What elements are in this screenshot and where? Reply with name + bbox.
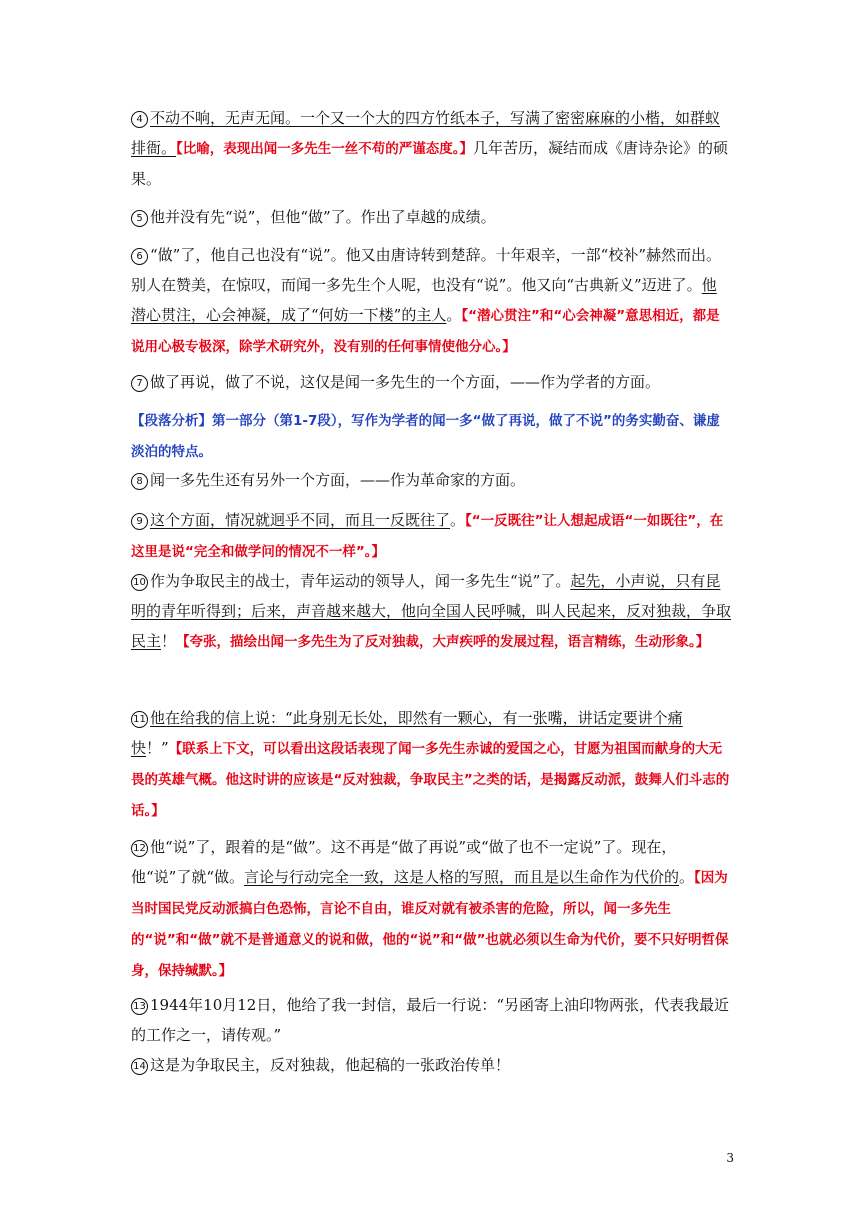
- body-text: 1944年10月12日，他给了我一封信，最后一行说：“另函寄上油印物两张，代表我最近的工作之一，请传观。”: [131, 996, 730, 1044]
- body-text: 这是为争取民主，反对独裁，他起稿的一张政治传单！: [150, 1056, 511, 1074]
- underlined-text: 言论与行动完全一致，这是人格的写照，而且是以生命作为代价的: [244, 868, 680, 886]
- annotation-note: 【联系上下文，可以看出这段话表现了闻一多先生赤诚的爱国之心，甘愿为祖国而献身的大无畏的英雄气概。他这时讲的应该是“反对独裁，争取民主”之类的话，是揭露反动派，鼓舞人们斗志的话。】: [131, 741, 730, 819]
- annotation-note: 【“一反既往”让人想起成语“一如既往”，在这里是说“完全和做学问的情况不一样”。】: [131, 513, 724, 560]
- paragraph-5: [131, 202, 731, 232]
- paragraph-13: [131, 990, 731, 1050]
- underlined-text: 他在给我的信上说：“此身别无长处，即然有一颗心，有一张嘴，讲话定要讲个痛快: [131, 709, 683, 757]
- paragraph-11: [131, 703, 731, 826]
- paragraph-number-badge: 13: [131, 998, 148, 1015]
- annotation-note: 【比喻，表现出闻一多先生一丝不苟的严谨态度。】: [176, 141, 474, 157]
- body-text: 他并没有先“说”，但他“做”了。作出了卓越的成绩。: [150, 208, 496, 226]
- paragraph-4: [131, 103, 731, 194]
- paragraph-number-badge: 12: [131, 840, 148, 857]
- paragraph-number-badge: 11: [131, 711, 148, 728]
- annotation-note: 【“潜心贯注”和“心会神凝”意思相近，都是说用心极专极深，除学术研究外，没有别的任何事情使他分心。】: [131, 308, 720, 355]
- paragraph-number-badge: 7: [131, 375, 148, 392]
- underlined-text: 起先，小声说，只有昆明的青年听得到；后来，声音越来越大，他向全国人民呼喊，叫人民起来，反对独裁，争取民主: [131, 572, 732, 650]
- analysis-note: 【段落分析】第一部分（第1-7段），写作为学者的闻一多“做了再说，做了不说”的务实勤奋、谦虚淡泊的特点。: [131, 413, 720, 460]
- body-text: ！”: [146, 739, 169, 757]
- underlined-text: 他潜心贯注，心会神凝，成了“何妨一下楼”的主人: [131, 276, 717, 324]
- paragraph-12: [131, 832, 731, 986]
- paragraph-number-badge: 5: [131, 210, 148, 227]
- body-text: 。: [446, 306, 462, 324]
- annotation-note: 【因为当时国民党反动派搞白色恐怖，言论不自由，谁反对就有被杀害的危险，所以，闻一多先生的“说”和“做”就不是普通意义的说和做，他的“说”和“做”也就必须以生命为代价，要不只好明哲保身，保持缄默。】: [131, 870, 729, 979]
- body-text: 他“说”了，跟着的是“做”。这不再是“做了再说”或“做了也不一定说”了。现在，他“说”了就“做。: [131, 838, 677, 886]
- body-text: 做了再说，做了不说，这仅是闻一多先生的一个方面，——作为学者的方面。: [150, 373, 661, 391]
- paragraph-number-badge: 4: [131, 111, 148, 128]
- underlined-text: 不动不响，无声无闻。一个又一个大的四方竹纸本子，写满了密密麻麻的小楷，如群蚁排衙。: [131, 109, 721, 157]
- body-text: 。: [450, 511, 466, 529]
- paragraph-number-badge: 14: [131, 1058, 148, 1075]
- annotation-note: 【夸张，描绘出闻一多先生为了反对独裁，大声疾呼的发展过程，语言精练，生动形象。】: [176, 634, 710, 650]
- body-text: 几年苦历，凝结而成《唐诗杂论》的硕果。: [131, 139, 729, 188]
- paragraph-8: [131, 465, 731, 495]
- body-text: 。: [679, 868, 695, 886]
- page-number: 3: [726, 1151, 734, 1165]
- paragraph-number-badge: 6: [131, 248, 148, 265]
- paragraph-number-badge: 9: [131, 513, 148, 530]
- paragraph-14: [131, 1050, 731, 1080]
- body-text: “做”了，他自己也没有“说”。他又由唐诗转到楚辞。十年艰辛，一部“校补”赫然而出。别人在赞美，在惊叹，而闻一多先生个人呢，也没有“说”。他又向“古典新义”迈进了。: [131, 246, 722, 294]
- body-text: 作为争取民主的战士，青年运动的领导人，闻一多先生“说”了。: [150, 572, 571, 590]
- body-text: ！: [161, 632, 177, 650]
- body-text: 闻一多先生还有另外一个方面，——作为革命家的方面。: [150, 471, 526, 489]
- paragraph-10: [131, 566, 731, 657]
- paragraph-number-badge: 8: [131, 473, 148, 490]
- paragraph-number-badge: 10: [131, 574, 148, 591]
- paragraph-6: [131, 240, 731, 362]
- paragraph-analysis: [131, 405, 731, 467]
- underlined-text: 这个方面，情况就迥乎不同，而且一反既往了: [150, 511, 451, 529]
- paragraph-9: [131, 505, 731, 567]
- paragraph-7: [131, 367, 731, 397]
